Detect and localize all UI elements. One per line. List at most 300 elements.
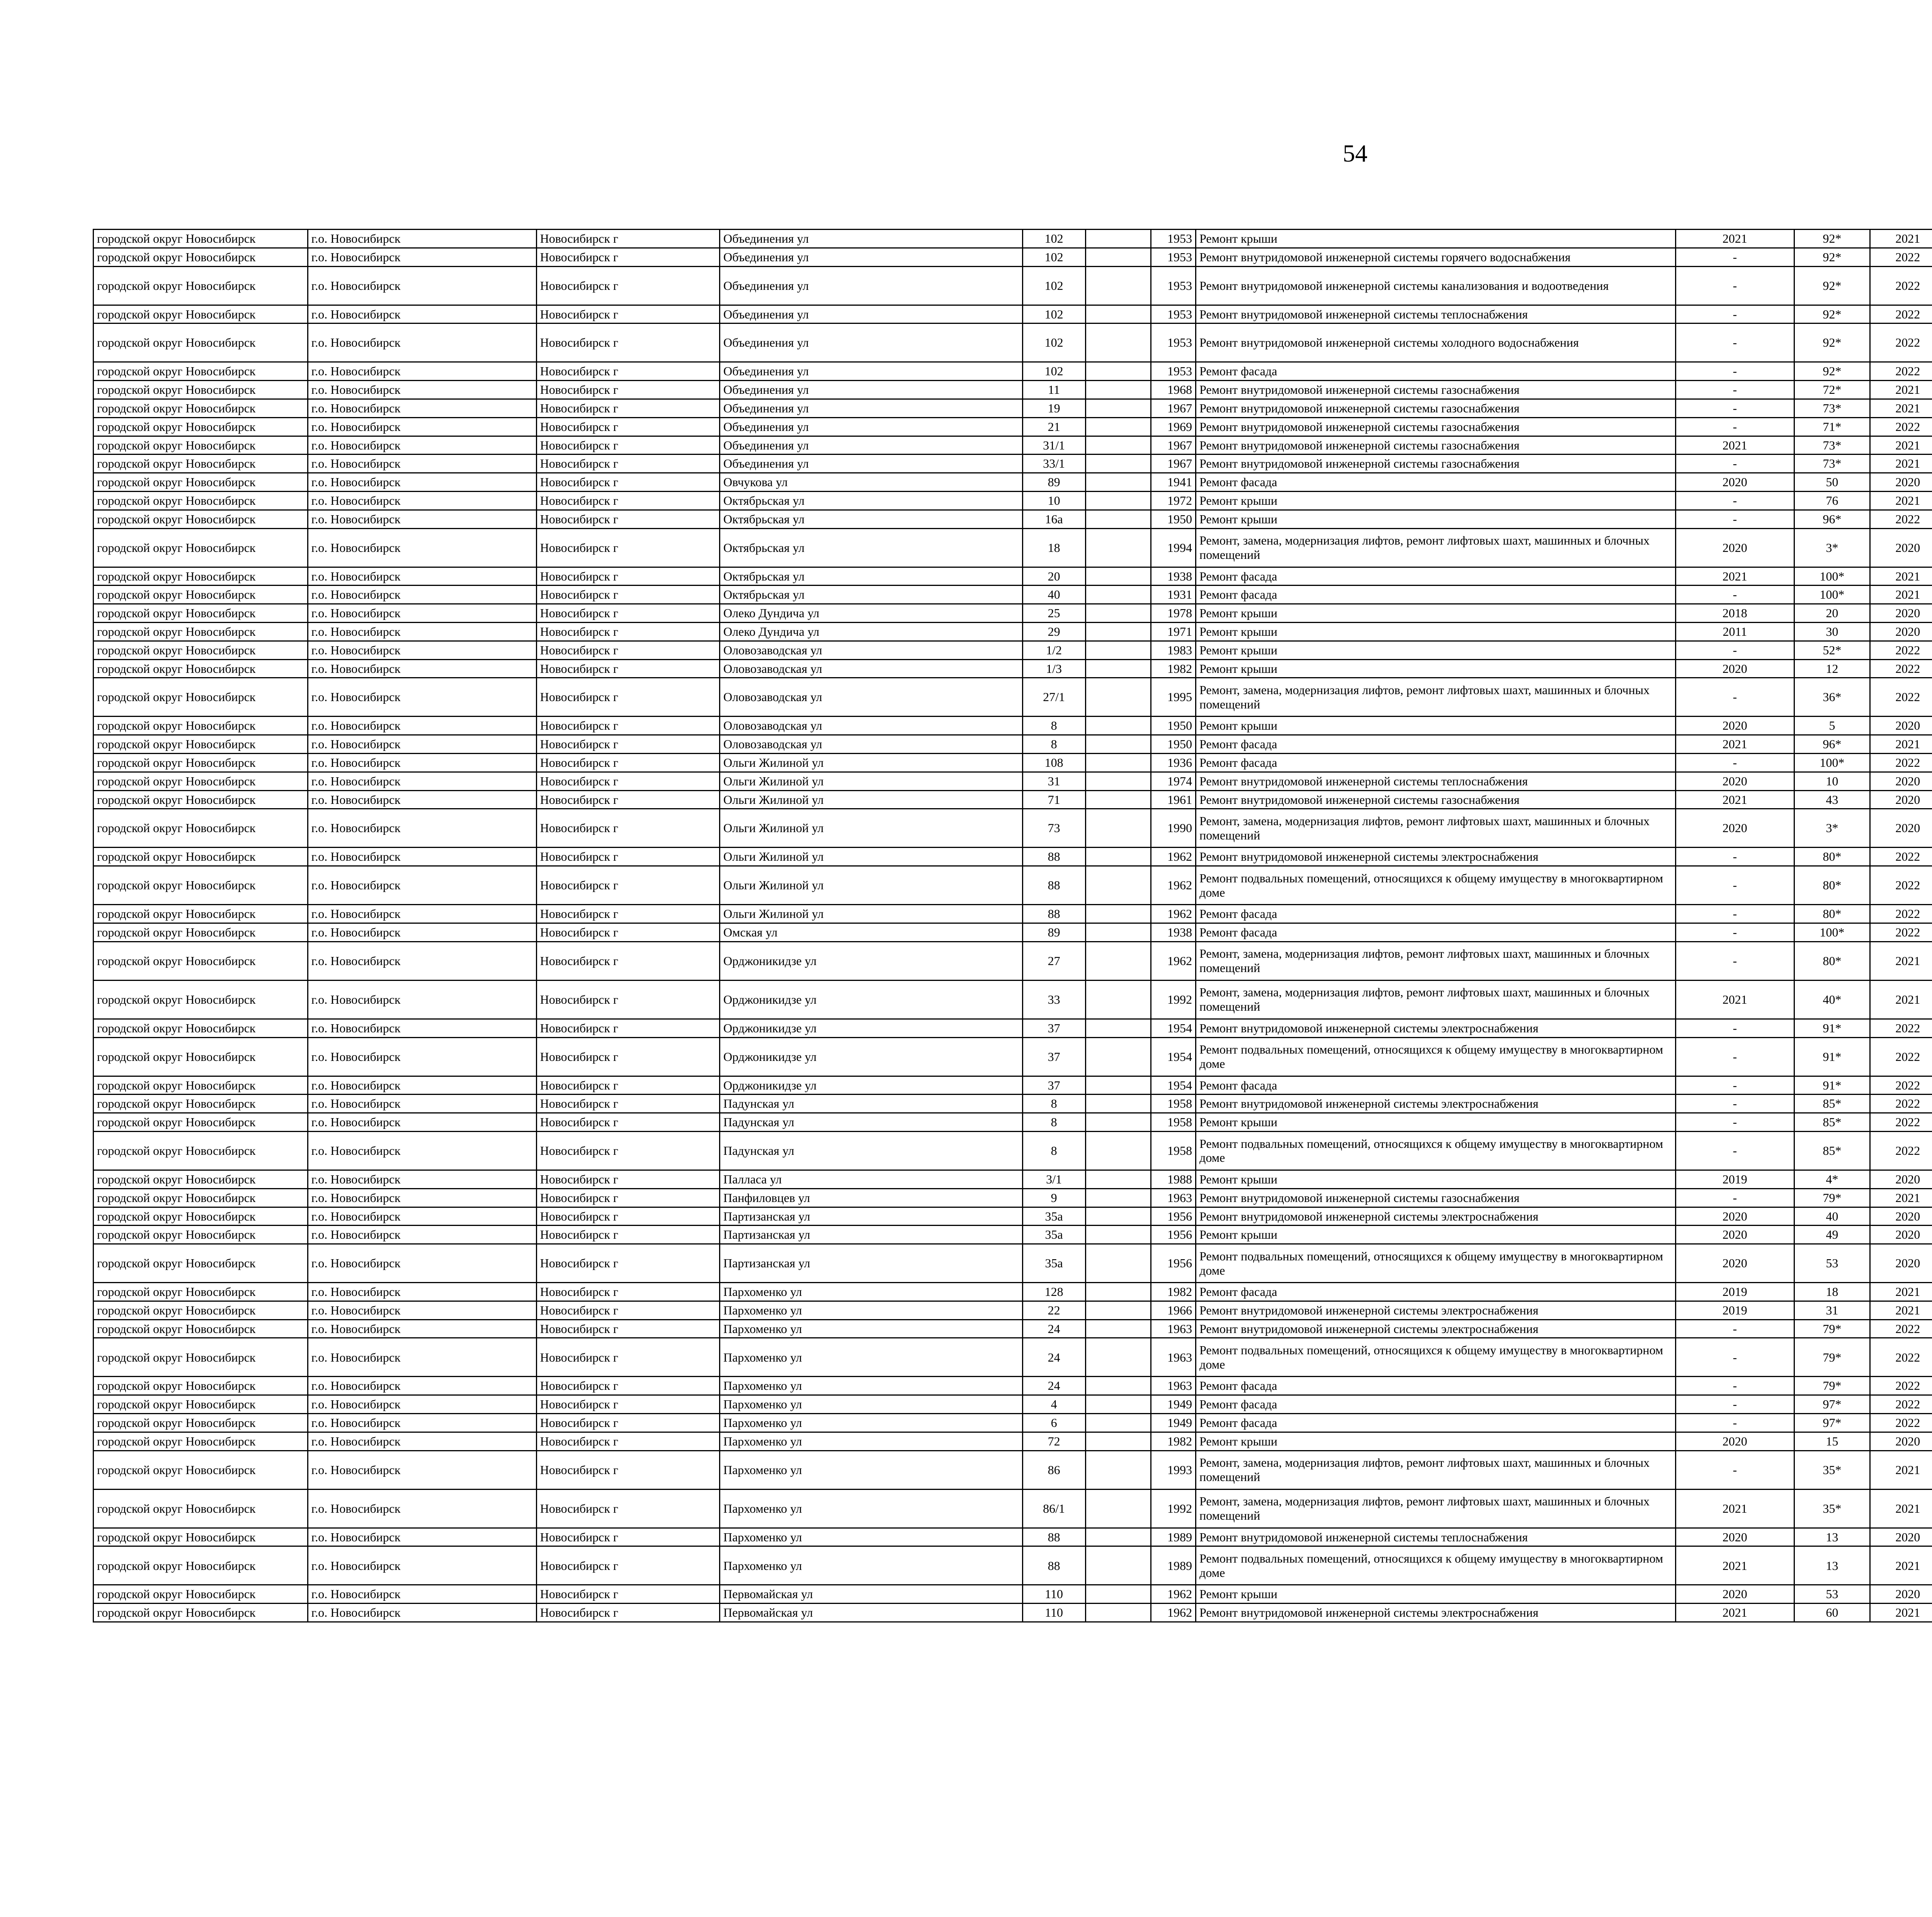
cell-plan-start-year: 2022 bbox=[1870, 848, 1932, 866]
cell-wear-percent: 96* bbox=[1794, 510, 1870, 528]
cell-plan-start-year: 2021 bbox=[1870, 381, 1932, 399]
cell-locality: Новосибирск г bbox=[536, 455, 719, 473]
table-body bbox=[94, 230, 1932, 1622]
cell-wear-percent: 73* bbox=[1794, 399, 1870, 417]
table-row bbox=[94, 1319, 1932, 1338]
cell-plan-start-year: 2021 bbox=[1870, 1301, 1932, 1319]
cell-house-number: 20 bbox=[1022, 567, 1085, 586]
cell-house-number: 24 bbox=[1022, 1319, 1085, 1338]
cell-build-year: 1949 bbox=[1151, 1395, 1196, 1414]
cell-municipality: городской округ Новосибирск bbox=[94, 905, 308, 923]
cell-build-year: 1962 bbox=[1151, 1585, 1196, 1604]
cell-work-type: Ремонт внутридомовой инженерной системы электроснабжения bbox=[1196, 1019, 1676, 1037]
cell-housing bbox=[1085, 1076, 1151, 1095]
cell-last-repair-year: 2021 bbox=[1675, 230, 1794, 248]
cell-municipality: городской округ Новосибирск bbox=[94, 1019, 308, 1037]
cell-plan-start-year: 2022 bbox=[1870, 1037, 1932, 1076]
cell-street: Орджоникидзе ул bbox=[719, 941, 1022, 980]
cell-locality: Новосибирск г bbox=[536, 1604, 719, 1622]
cell-housing bbox=[1085, 1432, 1151, 1451]
table-row bbox=[94, 941, 1932, 980]
cell-last-repair-year: 2011 bbox=[1675, 622, 1794, 641]
cell-work-type: Ремонт внутридомовой инженерной системы газоснабжения bbox=[1196, 381, 1676, 399]
cell-last-repair-year: 2021 bbox=[1675, 436, 1794, 455]
cell-street: Падунская ул bbox=[719, 1131, 1022, 1170]
table-row bbox=[94, 980, 1932, 1019]
cell-last-repair-year: - bbox=[1675, 586, 1794, 604]
cell-municipal-district: г.о. Новосибирск bbox=[308, 417, 536, 436]
cell-locality: Новосибирск г bbox=[536, 1395, 719, 1414]
cell-last-repair-year: - bbox=[1675, 941, 1794, 980]
cell-locality: Новосибирск г bbox=[536, 1226, 719, 1244]
cell-last-repair-year: - bbox=[1675, 1338, 1794, 1377]
cell-plan-start-year: 2022 bbox=[1870, 323, 1932, 362]
table-row bbox=[94, 362, 1932, 381]
cell-last-repair-year: 2020 bbox=[1675, 772, 1794, 790]
cell-locality: Новосибирск г bbox=[536, 980, 719, 1019]
cell-locality: Новосибирск г bbox=[536, 735, 719, 754]
cell-municipal-district: г.о. Новосибирск bbox=[308, 266, 536, 305]
cell-locality: Новосибирск г bbox=[536, 1414, 719, 1432]
cell-wear-percent: 49 bbox=[1794, 1226, 1870, 1244]
cell-municipal-district: г.о. Новосибирск bbox=[308, 248, 536, 266]
cell-street: Объединения ул bbox=[719, 399, 1022, 417]
cell-municipality: городской округ Новосибирск bbox=[94, 659, 308, 678]
table-row bbox=[94, 1546, 1932, 1585]
cell-municipality: городской округ Новосибирск bbox=[94, 1207, 308, 1226]
table-row bbox=[94, 266, 1932, 305]
cell-work-type: Ремонт внутридомовой инженерной системы теплоснабжения bbox=[1196, 1528, 1676, 1546]
cell-work-type: Ремонт, замена, модернизация лифтов, ремонт лифтовых шахт, машинных и блочных помещений bbox=[1196, 1489, 1676, 1528]
cell-build-year: 1961 bbox=[1151, 790, 1196, 809]
cell-work-type: Ремонт фасада bbox=[1196, 905, 1676, 923]
cell-last-repair-year: 2021 bbox=[1675, 1604, 1794, 1622]
cell-last-repair-year: 2020 bbox=[1675, 1585, 1794, 1604]
cell-municipal-district: г.о. Новосибирск bbox=[308, 790, 536, 809]
cell-housing bbox=[1085, 230, 1151, 248]
cell-house-number: 31/1 bbox=[1022, 436, 1085, 455]
cell-plan-start-year: 2021 bbox=[1870, 941, 1932, 980]
cell-last-repair-year: 2020 bbox=[1675, 659, 1794, 678]
cell-build-year: 1962 bbox=[1151, 848, 1196, 866]
cell-municipality: городской округ Новосибирск bbox=[94, 790, 308, 809]
cell-house-number: 19 bbox=[1022, 399, 1085, 417]
cell-last-repair-year: - bbox=[1675, 1095, 1794, 1113]
cell-housing bbox=[1085, 717, 1151, 735]
cell-municipality: городской округ Новосибирск bbox=[94, 1244, 308, 1283]
cell-locality: Новосибирск г bbox=[536, 1489, 719, 1528]
table-row bbox=[94, 678, 1932, 717]
cell-plan-start-year: 2021 bbox=[1870, 1451, 1932, 1489]
cell-housing bbox=[1085, 528, 1151, 567]
cell-locality: Новосибирск г bbox=[536, 1546, 719, 1585]
cell-locality: Новосибирск г bbox=[536, 1170, 719, 1188]
table-row bbox=[94, 586, 1932, 604]
cell-work-type: Ремонт внутридомовой инженерной системы газоснабжения bbox=[1196, 399, 1676, 417]
table-row bbox=[94, 1113, 1932, 1132]
cell-wear-percent: 92* bbox=[1794, 362, 1870, 381]
cell-street: Партизанская ул bbox=[719, 1207, 1022, 1226]
cell-housing bbox=[1085, 1283, 1151, 1301]
cell-municipality: городской округ Новосибирск bbox=[94, 772, 308, 790]
cell-locality: Новосибирск г bbox=[536, 381, 719, 399]
cell-build-year: 1954 bbox=[1151, 1076, 1196, 1095]
cell-housing bbox=[1085, 1451, 1151, 1489]
cell-locality: Новосибирск г bbox=[536, 1095, 719, 1113]
cell-locality: Новосибирск г bbox=[536, 1528, 719, 1546]
cell-work-type: Ремонт внутридомовой инженерной системы электроснабжения bbox=[1196, 848, 1676, 866]
cell-last-repair-year: 2020 bbox=[1675, 528, 1794, 567]
cell-locality: Новосибирск г bbox=[536, 622, 719, 641]
cell-plan-start-year: 2020 bbox=[1870, 1528, 1932, 1546]
table-row bbox=[94, 848, 1932, 866]
cell-street: Объединения ул bbox=[719, 381, 1022, 399]
cell-work-type: Ремонт крыши bbox=[1196, 717, 1676, 735]
cell-street: Объединения ул bbox=[719, 436, 1022, 455]
cell-work-type: Ремонт фасада bbox=[1196, 1076, 1676, 1095]
cell-street: Орджоникидзе ул bbox=[719, 1037, 1022, 1076]
cell-plan-start-year: 2021 bbox=[1870, 1489, 1932, 1528]
table-row bbox=[94, 866, 1932, 905]
cell-work-type: Ремонт крыши bbox=[1196, 1113, 1676, 1132]
cell-municipality: городской округ Новосибирск bbox=[94, 1188, 308, 1207]
cell-work-type: Ремонт фасада bbox=[1196, 735, 1676, 754]
cell-plan-start-year: 2021 bbox=[1870, 436, 1932, 455]
cell-build-year: 1953 bbox=[1151, 230, 1196, 248]
cell-wear-percent: 76 bbox=[1794, 491, 1870, 510]
cell-house-number: 110 bbox=[1022, 1585, 1085, 1604]
cell-housing bbox=[1085, 399, 1151, 417]
cell-municipality: городской округ Новосибирск bbox=[94, 1432, 308, 1451]
cell-municipal-district: г.о. Новосибирск bbox=[308, 1414, 536, 1432]
cell-last-repair-year: 2020 bbox=[1675, 1207, 1794, 1226]
cell-plan-start-year: 2022 bbox=[1870, 1131, 1932, 1170]
cell-build-year: 1950 bbox=[1151, 717, 1196, 735]
table-row bbox=[94, 753, 1932, 772]
cell-build-year: 1953 bbox=[1151, 248, 1196, 266]
cell-street: Падунская ул bbox=[719, 1113, 1022, 1132]
cell-municipal-district: г.о. Новосибирск bbox=[308, 528, 536, 567]
cell-street: Падунская ул bbox=[719, 1095, 1022, 1113]
cell-street: Пархоменко ул bbox=[719, 1489, 1022, 1528]
cell-house-number: 102 bbox=[1022, 248, 1085, 266]
cell-plan-start-year: 2022 bbox=[1870, 248, 1932, 266]
cell-street: Октябрьская ул bbox=[719, 586, 1022, 604]
cell-municipal-district: г.о. Новосибирск bbox=[308, 1301, 536, 1319]
cell-municipal-district: г.о. Новосибирск bbox=[308, 848, 536, 866]
cell-plan-start-year: 2020 bbox=[1870, 1207, 1932, 1226]
cell-plan-start-year: 2021 bbox=[1870, 1283, 1932, 1301]
cell-street: Пархоменко ул bbox=[719, 1283, 1022, 1301]
cell-housing bbox=[1085, 1604, 1151, 1622]
cell-build-year: 1962 bbox=[1151, 866, 1196, 905]
cell-wear-percent: 92* bbox=[1794, 323, 1870, 362]
cell-last-repair-year: - bbox=[1675, 1188, 1794, 1207]
cell-build-year: 1963 bbox=[1151, 1188, 1196, 1207]
cell-municipal-district: г.о. Новосибирск bbox=[308, 1283, 536, 1301]
cell-work-type: Ремонт внутридомовой инженерной системы теплоснабжения bbox=[1196, 305, 1676, 323]
cell-locality: Новосибирск г bbox=[536, 528, 719, 567]
cell-municipality: городской округ Новосибирск bbox=[94, 510, 308, 528]
table-row bbox=[94, 1432, 1932, 1451]
cell-work-type: Ремонт крыши bbox=[1196, 1226, 1676, 1244]
cell-housing bbox=[1085, 905, 1151, 923]
cell-housing bbox=[1085, 248, 1151, 266]
cell-municipality: городской округ Новосибирск bbox=[94, 753, 308, 772]
cell-work-type: Ремонт внутридомовой инженерной системы электроснабжения bbox=[1196, 1207, 1676, 1226]
cell-locality: Новосибирск г bbox=[536, 809, 719, 848]
cell-plan-start-year: 2022 bbox=[1870, 678, 1932, 717]
cell-municipal-district: г.о. Новосибирск bbox=[308, 809, 536, 848]
cell-street: Пархоменко ул bbox=[719, 1395, 1022, 1414]
cell-municipality: городской округ Новосибирск bbox=[94, 266, 308, 305]
cell-street: Пархоменко ул bbox=[719, 1338, 1022, 1377]
cell-street: Ольги Жилиной ул bbox=[719, 905, 1022, 923]
cell-street: Партизанская ул bbox=[719, 1244, 1022, 1283]
cell-work-type: Ремонт, замена, модернизация лифтов, ремонт лифтовых шахт, машинных и блочных помещений bbox=[1196, 678, 1676, 717]
cell-housing bbox=[1085, 1338, 1151, 1377]
cell-build-year: 1966 bbox=[1151, 1301, 1196, 1319]
cell-wear-percent: 79* bbox=[1794, 1319, 1870, 1338]
cell-house-number: 16а bbox=[1022, 510, 1085, 528]
cell-housing bbox=[1085, 622, 1151, 641]
cell-municipal-district: г.о. Новосибирск bbox=[308, 772, 536, 790]
cell-work-type: Ремонт внутридомовой инженерной системы холодного водоснабжения bbox=[1196, 323, 1676, 362]
cell-plan-start-year: 2020 bbox=[1870, 1585, 1932, 1604]
cell-build-year: 1953 bbox=[1151, 266, 1196, 305]
cell-wear-percent: 80* bbox=[1794, 941, 1870, 980]
cell-housing bbox=[1085, 362, 1151, 381]
cell-municipal-district: г.о. Новосибирск bbox=[308, 923, 536, 941]
cell-housing bbox=[1085, 848, 1151, 866]
cell-plan-start-year: 2022 bbox=[1870, 905, 1932, 923]
table-row bbox=[94, 1095, 1932, 1113]
cell-work-type: Ремонт крыши bbox=[1196, 659, 1676, 678]
cell-locality: Новосибирск г bbox=[536, 1076, 719, 1095]
cell-work-type: Ремонт подвальных помещений, относящихся к общему имуществу в многоквартирном доме bbox=[1196, 1037, 1676, 1076]
cell-locality: Новосибирск г bbox=[536, 510, 719, 528]
cell-house-number: 37 bbox=[1022, 1037, 1085, 1076]
cell-build-year: 1972 bbox=[1151, 491, 1196, 510]
cell-work-type: Ремонт крыши bbox=[1196, 1170, 1676, 1188]
cell-wear-percent: 92* bbox=[1794, 230, 1870, 248]
cell-last-repair-year: - bbox=[1675, 455, 1794, 473]
cell-work-type: Ремонт крыши bbox=[1196, 491, 1676, 510]
cell-municipality: городской округ Новосибирск bbox=[94, 1377, 308, 1395]
cell-build-year: 1958 bbox=[1151, 1095, 1196, 1113]
cell-work-type: Ремонт внутридомовой инженерной системы электроснабжения bbox=[1196, 1301, 1676, 1319]
cell-work-type: Ремонт крыши bbox=[1196, 641, 1676, 659]
cell-locality: Новосибирск г bbox=[536, 362, 719, 381]
cell-work-type: Ремонт крыши bbox=[1196, 1585, 1676, 1604]
table-row bbox=[94, 528, 1932, 567]
table-row bbox=[94, 772, 1932, 790]
table-row bbox=[94, 510, 1932, 528]
cell-work-type: Ремонт подвальных помещений, относящихся к общему имуществу в многоквартирном доме bbox=[1196, 1546, 1676, 1585]
cell-house-number: 1/3 bbox=[1022, 659, 1085, 678]
cell-last-repair-year: - bbox=[1675, 1113, 1794, 1132]
cell-municipal-district: г.о. Новосибирск bbox=[308, 1377, 536, 1395]
cell-last-repair-year: - bbox=[1675, 510, 1794, 528]
cell-municipality: городской округ Новосибирск bbox=[94, 923, 308, 941]
cell-municipality: городской округ Новосибирск bbox=[94, 323, 308, 362]
cell-build-year: 1958 bbox=[1151, 1113, 1196, 1132]
cell-street: Ольги Жилиной ул bbox=[719, 848, 1022, 866]
cell-locality: Новосибирск г bbox=[536, 1377, 719, 1395]
cell-municipal-district: г.о. Новосибирск bbox=[308, 941, 536, 980]
cell-housing bbox=[1085, 1489, 1151, 1528]
cell-work-type: Ремонт фасада bbox=[1196, 1414, 1676, 1432]
cell-wear-percent: 79* bbox=[1794, 1377, 1870, 1395]
cell-municipal-district: г.о. Новосибирск bbox=[308, 1395, 536, 1414]
cell-work-type: Ремонт внутридомовой инженерной системы газоснабжения bbox=[1196, 455, 1676, 473]
cell-house-number: 102 bbox=[1022, 323, 1085, 362]
cell-street: Объединения ул bbox=[719, 248, 1022, 266]
cell-municipality: городской округ Новосибирск bbox=[94, 455, 308, 473]
cell-house-number: 8 bbox=[1022, 1131, 1085, 1170]
cell-house-number: 71 bbox=[1022, 790, 1085, 809]
cell-municipality: городской округ Новосибирск bbox=[94, 399, 308, 417]
cell-locality: Новосибирск г bbox=[536, 1338, 719, 1377]
cell-last-repair-year: 2018 bbox=[1675, 604, 1794, 623]
cell-wear-percent: 36* bbox=[1794, 678, 1870, 717]
cell-housing bbox=[1085, 1377, 1151, 1395]
cell-build-year: 1958 bbox=[1151, 1131, 1196, 1170]
cell-work-type: Ремонт внутридомовой инженерной системы газоснабжения bbox=[1196, 417, 1676, 436]
cell-wear-percent: 97* bbox=[1794, 1395, 1870, 1414]
cell-plan-start-year: 2020 bbox=[1870, 790, 1932, 809]
cell-locality: Новосибирск г bbox=[536, 678, 719, 717]
cell-wear-percent: 73* bbox=[1794, 436, 1870, 455]
cell-wear-percent: 31 bbox=[1794, 1301, 1870, 1319]
cell-work-type: Ремонт фасада bbox=[1196, 567, 1676, 586]
cell-last-repair-year: - bbox=[1675, 491, 1794, 510]
cell-street: Объединения ул bbox=[719, 362, 1022, 381]
table-row bbox=[94, 1131, 1932, 1170]
cell-work-type: Ремонт фасада bbox=[1196, 362, 1676, 381]
table-row bbox=[94, 323, 1932, 362]
cell-locality: Новосибирск г bbox=[536, 323, 719, 362]
cell-house-number: 102 bbox=[1022, 266, 1085, 305]
table-row bbox=[94, 1604, 1932, 1622]
cell-house-number: 102 bbox=[1022, 305, 1085, 323]
cell-build-year: 1950 bbox=[1151, 735, 1196, 754]
cell-municipal-district: г.о. Новосибирск bbox=[308, 1113, 536, 1132]
cell-build-year: 1992 bbox=[1151, 980, 1196, 1019]
cell-locality: Новосибирск г bbox=[536, 641, 719, 659]
cell-municipal-district: г.о. Новосибирск bbox=[308, 659, 536, 678]
cell-housing bbox=[1085, 455, 1151, 473]
cell-municipality: городской округ Новосибирск bbox=[94, 1528, 308, 1546]
cell-build-year: 1969 bbox=[1151, 417, 1196, 436]
cell-street: Объединения ул bbox=[719, 323, 1022, 362]
cell-house-number: 21 bbox=[1022, 417, 1085, 436]
cell-wear-percent: 80* bbox=[1794, 905, 1870, 923]
cell-house-number: 35а bbox=[1022, 1207, 1085, 1226]
cell-municipal-district: г.о. Новосибирск bbox=[308, 381, 536, 399]
cell-municipality: городской округ Новосибирск bbox=[94, 230, 308, 248]
capital-repair-table bbox=[93, 229, 1932, 1622]
cell-municipality: городской округ Новосибирск bbox=[94, 586, 308, 604]
cell-build-year: 1931 bbox=[1151, 586, 1196, 604]
cell-wear-percent: 4* bbox=[1794, 1170, 1870, 1188]
cell-work-type: Ремонт фасада bbox=[1196, 586, 1676, 604]
cell-house-number: 110 bbox=[1022, 1604, 1085, 1622]
cell-municipality: городской округ Новосибирск bbox=[94, 362, 308, 381]
cell-last-repair-year: 2020 bbox=[1675, 1528, 1794, 1546]
cell-municipal-district: г.о. Новосибирск bbox=[308, 1338, 536, 1377]
cell-locality: Новосибирск г bbox=[536, 1283, 719, 1301]
cell-municipality: городской округ Новосибирск bbox=[94, 1546, 308, 1585]
cell-plan-start-year: 2020 bbox=[1870, 1170, 1932, 1188]
cell-plan-start-year: 2021 bbox=[1870, 567, 1932, 586]
cell-municipality: городской округ Новосибирск bbox=[94, 641, 308, 659]
cell-last-repair-year: - bbox=[1675, 923, 1794, 941]
cell-wear-percent: 3* bbox=[1794, 809, 1870, 848]
cell-build-year: 1963 bbox=[1151, 1319, 1196, 1338]
cell-municipality: городской округ Новосибирск bbox=[94, 848, 308, 866]
cell-street: Ольги Жилиной ул bbox=[719, 753, 1022, 772]
cell-house-number: 8 bbox=[1022, 717, 1085, 735]
cell-municipality: городской округ Новосибирск bbox=[94, 473, 308, 492]
table-row bbox=[94, 1076, 1932, 1095]
cell-municipal-district: г.о. Новосибирск bbox=[308, 866, 536, 905]
cell-municipality: городской округ Новосибирск bbox=[94, 622, 308, 641]
cell-wear-percent: 71* bbox=[1794, 417, 1870, 436]
cell-municipality: городской округ Новосибирск bbox=[94, 305, 308, 323]
cell-last-repair-year: - bbox=[1675, 362, 1794, 381]
cell-last-repair-year: - bbox=[1675, 1131, 1794, 1170]
cell-house-number: 102 bbox=[1022, 230, 1085, 248]
cell-plan-start-year: 2022 bbox=[1870, 1113, 1932, 1132]
cell-work-type: Ремонт внутридомовой инженерной системы электроснабжения bbox=[1196, 1319, 1676, 1338]
cell-last-repair-year: - bbox=[1675, 323, 1794, 362]
cell-work-type: Ремонт фасада bbox=[1196, 473, 1676, 492]
cell-municipality: городской округ Новосибирск bbox=[94, 436, 308, 455]
cell-plan-start-year: 2022 bbox=[1870, 1319, 1932, 1338]
cell-housing bbox=[1085, 1319, 1151, 1338]
cell-last-repair-year: - bbox=[1675, 1037, 1794, 1076]
table-row bbox=[94, 604, 1932, 623]
cell-municipal-district: г.о. Новосибирск bbox=[308, 980, 536, 1019]
cell-build-year: 1982 bbox=[1151, 1432, 1196, 1451]
cell-plan-start-year: 2021 bbox=[1870, 230, 1932, 248]
cell-last-repair-year: 2019 bbox=[1675, 1170, 1794, 1188]
cell-street: Объединения ул bbox=[719, 455, 1022, 473]
cell-house-number: 35а bbox=[1022, 1226, 1085, 1244]
cell-locality: Новосибирск г bbox=[536, 567, 719, 586]
cell-street: Пархоменко ул bbox=[719, 1432, 1022, 1451]
cell-locality: Новосибирск г bbox=[536, 848, 719, 866]
cell-plan-start-year: 2021 bbox=[1870, 1188, 1932, 1207]
cell-wear-percent: 96* bbox=[1794, 735, 1870, 754]
cell-municipality: городской округ Новосибирск bbox=[94, 248, 308, 266]
cell-municipality: городской округ Новосибирск bbox=[94, 1131, 308, 1170]
cell-housing bbox=[1085, 1170, 1151, 1188]
page-number: 54 bbox=[1343, 140, 1367, 167]
cell-build-year: 1954 bbox=[1151, 1037, 1196, 1076]
cell-wear-percent: 40* bbox=[1794, 980, 1870, 1019]
cell-municipal-district: г.о. Новосибирск bbox=[308, 1528, 536, 1546]
cell-house-number: 37 bbox=[1022, 1019, 1085, 1037]
cell-plan-start-year: 2021 bbox=[1870, 735, 1932, 754]
cell-municipality: городской округ Новосибирск bbox=[94, 1451, 308, 1489]
cell-municipality: городской округ Новосибирск bbox=[94, 381, 308, 399]
cell-house-number: 37 bbox=[1022, 1076, 1085, 1095]
cell-plan-start-year: 2020 bbox=[1870, 528, 1932, 567]
cell-plan-start-year: 2022 bbox=[1870, 362, 1932, 381]
table-row bbox=[94, 1489, 1932, 1528]
